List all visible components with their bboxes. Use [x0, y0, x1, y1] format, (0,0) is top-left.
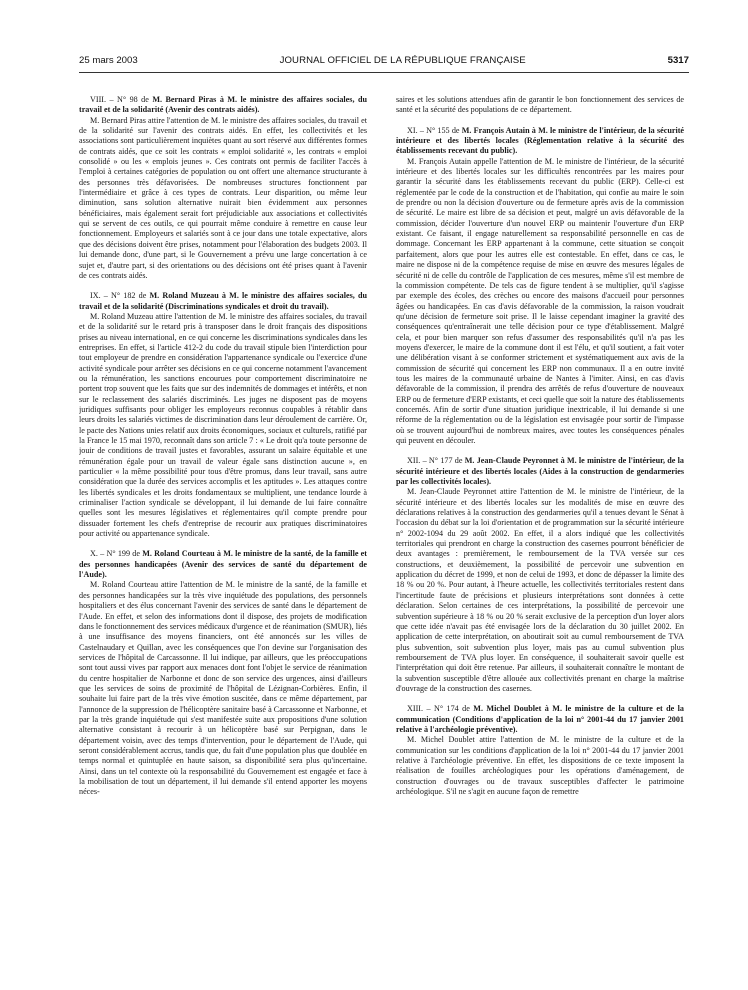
left-column — [79, 95, 367, 985]
question-text-viii: M. Bernard Piras attire l'attention de M. le ministre des affaires sociales, du travail et de la solidarité sur l'avenir des contrats aidés. En effet, les collectivités et les associations sont particulièrement inquiètes quant au sort réservé aux différentes formes de contrats aidés, que ce soit les contrats « emploi solidarité », les contrats « emploi consolidé » ou les « emplois jeunes ». Ces contrats ont permis de faciliter l'accès à l'emploi à certaines catégories de population ou ont offert une alternance structurante à des personnes très défavorisées. De nombreuses structures fonctionnent par l'intermédiaire et grâce à ces types de contrats. Leur disparition, ou même leur diminution, sans solution alternative nuirait bien évidemment aux personnes bénéficiaires, mais également serait fort préjudiciable aux associations et collectivités qui se servent de ces outils, ce qui pourrait même conduire à remettre en cause leur fonctionnement. Employeurs et salariés sont à ce jour dans une totale expectative, alors que des décisions doivent être prises, notamment pour l'élaboration des budgets 2003. Il lui demande donc, d'une part, si le Gouvernement a prévu une large concertation à ce sujet et, d'autre part, si des orientations ou des décisions ont été prises quant à l'avenir de ces contrats aidés. — [79, 115, 367, 280]
section-gap — [396, 694, 684, 704]
question-text-xi: M. François Autain appelle l'attention de M. le ministre de l'intérieur, de la sécurité intérieure et des libertés locales sur les difficultés rencontrées par les maires pour garantir la sécurité dans les établissements recevant du public (ERP). Celle-ci est réglementée par le code de la construction et de l'habitation, qui confie au maire le soin de prendre ou non la décision d'ouverture ou de fermeture après avis de la commission de sécurité. Le maire est libre de sa décision et peut, malgré un avis défavorable de la commission, décider l'ouverture d'un nouvel ERP ou maintenir l'ouverture d'un ERP existant. Ce faisant, il engage naturellement sa responsabilité personnelle en cas de dommage. Concernant les ERP appartenant à la commune, cette situation se conçoit parfaitement, alors que pour les autres elle est contestable. En effet, dans ce cas, le maire ne dispose ni de la compétence requise de mise en œuvre des mesures légales de sécurité ni de celle du contrôle de l'application de ces mesures, même s'il est membre de la commission compétente. De tels cas de figure tendent à se multiplier, qu'il s'agisse par exemple des écoles, des crèches ou encore des maisons d'accueil pour personnes âgées ou handicapées. En cas d'avis défavorable de la commission, la raison voudrait qu'une décision de fermeture soit prise. Il le laisse cependant imaginer la gravité des conséquences qu'entraînerait une telle décision pour ce type d'établissement. Malgré cela, et pour bien marquer son refus d'assumer des responsabilités qu'il n'a pas les moyens d'exercer, le maire de la commune dont il est l'élu, et qu'il soutient, a fait voter une délibération visant à se conformer strictement et systématiquement aux avis de la commission de sécurité qui concernent les ERP non communaux. Il a en outre invité tous les maires de la communauté urbaine de Nantes à l'imiter. Ainsi, en cas d'avis défavorable de la commission, il prendra des arrêtés de refus d'ouverture de nouveaux ERP ou de fermeture d'ERP existants, et ceci quelle que soit la nature des établissements concernés. Afin de sortir d'une situation juridique inextricable, il lui demande si une réforme de la réglementation ou de la législation est envisagée pour sortir de l'impasse où se trouvent aujourd'hui de nombreux maires, avec toutes les conséquences pénales qui peuvent en découler. — [396, 156, 684, 445]
header-date: 25 mars 2003 — [79, 55, 138, 66]
section-gap — [396, 446, 684, 456]
question-heading-ix: IX. – N° 182 de M. Roland Muzeau à M. le ministre des affaires sociales, du travail et de la solidarité (Discriminations syndicales et droit du travail). — [79, 291, 367, 311]
journal-title: JOURNAL OFFICIEL DE LA RÉPUBLIQUE FRANÇAISE — [279, 55, 526, 66]
question-heading-xii: XII. – N° 177 de M. Jean-Claude Peyronnet à M. le ministre de l'intérieur, de la sécurité intérieure et des libertés locales (Aides à la construction de gendarmeries par les collectivités locales). — [396, 456, 684, 487]
page-header — [79, 55, 689, 69]
header-rule — [79, 72, 689, 73]
section-gap — [79, 281, 367, 291]
question-heading-xi: XI. – N° 155 de M. François Autain à M. le ministre de l'intérieur, de la sécurité intérieure et des libertés locales (Réglementation relative à la sécurité des établissements recevant du public). — [396, 125, 684, 156]
section-gap — [79, 539, 367, 549]
right-column — [396, 95, 684, 985]
continued-text: saires et les solutions attendues afin de garantir le bon fonctionnement des services de santé et la sécurité des populations de ce département. — [396, 95, 684, 115]
section-gap — [396, 116, 684, 126]
question-text-xiii: M. Michel Doublet attire l'attention de M. le ministre de la culture et de la communication sur les conditions d'application de la loi n° 2001-44 du 17 janvier 2001 relative à l'archéologie préventive. En effet, les dispositions de ce texte imposent la réalisation de fouilles archéologiques pour les opérations d'aménagement, de construction d'ouvrages ou de travaux susceptibles d'affecter le patrimoine archéologique. S'il ne s'agit en aucune façon de remettre — [396, 735, 684, 796]
question-text-xii: M. Jean-Claude Peyronnet attire l'attention de M. le ministre de l'intérieur, de la sécurité intérieure et des libertés locales sur les modalités de mise en œuvre des déclarations relatives à la construction des gendarmeries qu'il a tenues devant le Sénat à l'occasion du débat sur la loi d'orientation et de programmation sur la sécurité intérieure n° 2002-1094 du 29 août 2002. En effet, il a alors indiqué que les collectivités territoriales qui prendront en charge la construction des casernes pourront bénéficier de deux avantages : premièrement, le remboursement de la TVA versée sur ces constructions, et deuxièmement, la possibilité de percevoir une subvention en application du décret de 1999, et non de celui de 1993, et donc de dépasser la limite des 18 % ou 20 %. Pour autant, à l'heure actuelle, les collectivités territoriales restent dans l'incertitude faute de précisions et plusieurs interprétations sont données à cette déclaration. Selon certaines de ces interprétations, la possibilité de percevoir une subvention supérieure à 18 % ou 20 % serait exclusive de la perception d'un loyer alors que cette idée n'avait pas été envisagée lors de la déclaration du 30 juillet 2002. En application de cette interprétation, on aboutirait soit au cumul remboursement de TVA plus subvention, soit subvention plus loyer, mais pas au cumul subvention plus remboursement de TVA plus loyer. En conséquence, il souhaiterait savoir quelle est l'interprétation qui doit être retenue. Par ailleurs, il souhaiterait connaître le montant de la subvention susceptible d'être allouée aux collectivités prenant en charge la maîtrise d'ouvrage de la construction des casernes. — [396, 487, 684, 693]
question-text-ix: M. Roland Muzeau attire l'attention de M. le ministre des affaires sociales, du travail et de la solidarité sur le retard pris à transposer dans le droit français des dispositions prises au niveau international, en ce qui concerne les discriminations syndicales dans les entreprises. En effet, si l'article 412-2 du code du travail stipule bien l'interdiction pour tout employeur de prendre en considération l'appartenance syndicale ou l'exercice d'une activité syndicale pour arrêter ses décisions en ce qui concerne notamment l'avancement ou la rémunération, les sanctions encourues pour comportement discriminatoire ne portent trop souvent que les faits que sur des indemnités de dommages et intérêts, et non sur le reclassement des salariés discriminés. Les juges ne disposent pas de moyens juridiques suffisants pour obliger les employeurs reconnus coupables à rétablir dans leurs droits les salariés victimes de discrimination dans leur déroulement de carrière. Or, le pacte des Nations unies relatif aux droits économiques, sociaux et culturels, ratifié par la France le 15 mai 1970, reconnaît dans son article 7 : « Le droit qu'a toute personne de jouir de conditions de travail justes et favorables, assurant un salaire équitable et une rémunération égale pour un travail de valeur égale sans distinction aucune », en particulier « la même possibilité pour tous d'être promus, dans leur travail, sans autre considération que la durée des services accomplis et les aptitudes ». Les attaques contre les libertés syndicales et les droits fondamentaux se multiplient, une tendance lourde à criminaliser l'action syndicale se développant, il lui demande de lui faire connaître quelles sont les mesures législatives et réglementaires qu'il compte prendre pour dissuader fortement les chefs d'entreprise de recourir aux pratiques discriminatoires pour activité ou appartenance syndicale. — [79, 311, 367, 539]
page-number: 5317 — [667, 55, 689, 66]
question-heading-viii: VIII. – N° 98 de M. Bernard Piras à M. le ministre des affaires sociales, du travail et de la solidarité (Avenir des contrats aidés). — [79, 95, 367, 115]
question-heading-xiii: XIII. – N° 174 de M. Michel Doublet à M. le ministre de la culture et de la communication (Conditions d'application de la loi n° 2001-44 du 17 janvier 2001 relative à l'archéologie préventive). — [396, 704, 684, 734]
question-text-x: M. Roland Courteau attire l'attention de M. le ministre de la santé, de la famille et des personnes handicapées sur la très vive inquiétude des populations, des personnels hospitaliers et des élus concernant l'avenir des services de santé dans le département de l'Aude. En effet, et selon des informations dont il dispose, des projets de modification dans le fonctionnement des services médicaux d'urgence et de réanimation (SMUR), liés à une insuffisance des moyens financiers, ont été annoncés sur les villes de Castelnaudary et Quillan, avec les conséquences que l'on devine sur l'organisation des services de l'hôpital de Carcassonne. Il lui indique, par ailleurs, que les préoccupations sont tout aussi vives par rapport aux menaces dont font l'objet le service de réanimation du centre hospitalier de Narbonne et donc de son service des urgences, ainsi d'ailleurs que les services de soins de proximité de l'hôpital de Lézignan-Corbières. Enfin, il souhaite lui faire part de la très vive émotion suscitée, dans ce même département, par l'annonce de la suppression de l'hélicoptère sanitaire basé à Carcassonne et Narbonne, et par la très grande inquiétude qui s'est manifestée suite aux propositions d'une solution alternative consistant à recourir à un hélicoptère basé sur Perpignan, dans le département voisin, avec des temps d'intervention, pour le département de l'Aude, qui seront considérablement accrus, tandis que, du fait d'une population plus que doublée en temps normal et quintuplée en haute saison, sa disponibilité sera plus qu'incertaine. Ainsi, dans un tel contexte où la responsabilité du Gouvernement est engagée et face à la mobilisation de tout un département, il lui demande s'il entend apporter les moyens néces- — [79, 580, 367, 797]
question-heading-x: X. – N° 199 de M. Roland Courteau à M. le ministre de la santé, de la famille et des personnes handicapées (Avenir des services de santé du département de l'Aude). — [79, 549, 367, 580]
